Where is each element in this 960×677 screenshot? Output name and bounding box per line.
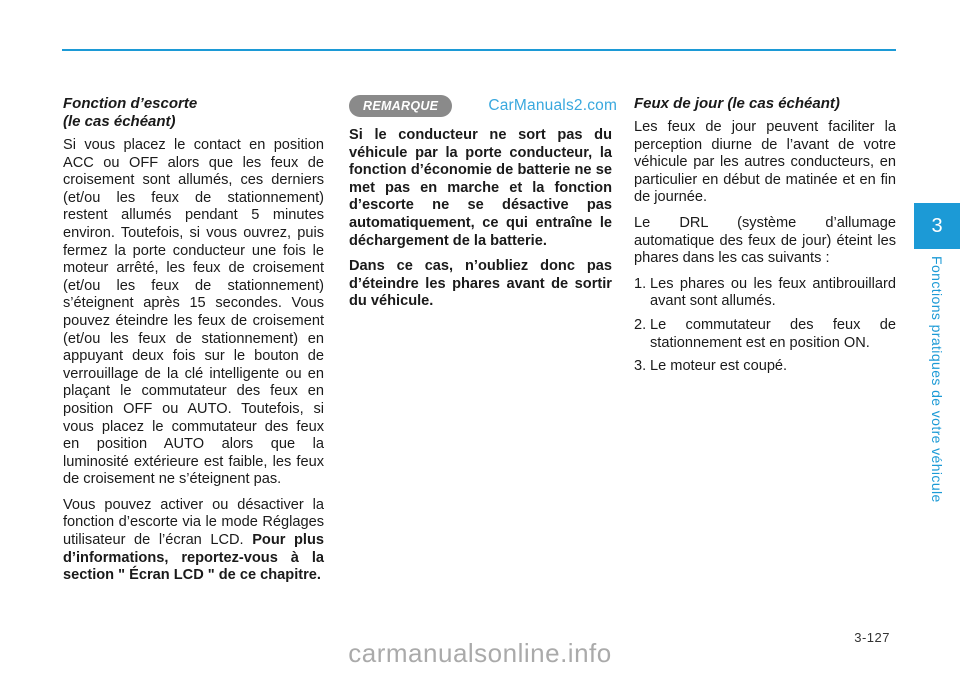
list-item <box>634 317 896 352</box>
list-item-number: 2. <box>634 316 647 333</box>
escort-paragraph-1: Si vous placez le contact en position ACC ou OFF alors que les feux de croisement sont allumés, ces derniers (et/ou les feux de stationnement) restent allumés pendant 5 minutes environ. Toutefois, si vous ouvrez, puis fermez la porte conducteur une fois le moteur arrêté, les feux de croisement (et/ou les feux de stationnement) s’éteignent après 15 secondes. Vous pouvez éteindre les feux de croisement (et/ou les feux de stationnement) en appuyant deux fois sur le bouton de verrouillage de la clé intelligente ou en plaçant le commutateur des feux en position OFF ou AUTO. Toutefois, si vous placez le commutateur des feux en position AUTO alors que la luminosité extérieure est faible, les feux de croisement ne s’éteignent pas. <box>63 137 324 488</box>
drl-conditions-list <box>634 276 896 376</box>
escort-section <box>63 95 324 593</box>
list-item-number: 1. <box>634 275 647 292</box>
page-number: 3-127 <box>854 630 890 645</box>
escort-paragraph-2 <box>63 497 324 585</box>
top-rule <box>62 49 896 51</box>
note-paragraph-2: Dans ce cas, n’oubliez donc pas d’éteindre les phares avant de sortir du véhicule. <box>349 258 612 310</box>
drl-paragraph-2: Le DRL (système d’allumage automatique des feux de jour) éteint les phares dans les cas suivants : <box>634 214 896 267</box>
drl-paragraph-1: Les feux de jour peuvent faciliter la perception diurne de l’avant de votre véhicule par les autres conducteurs, en particulier en début de matinée et en fin de journée. <box>634 119 896 206</box>
carmanuals-watermark: CarManuals2.com <box>488 97 618 115</box>
escort-paragraph-2-reference: Pour plus d’informations, reportez-vous à la section " Écran LCD " de ce chapitre. <box>63 532 324 584</box>
escort-heading-line1: Fonction d’escorte <box>63 95 198 112</box>
list-item <box>634 276 896 311</box>
escort-paragraph-2-text: Vous pouvez activer ou désactiver la fonction d’escorte via le mode Réglages utilisateur de l’écran LCD. <box>63 496 324 549</box>
list-item-text: Le commutateur des feux de stationnement est en position ON. <box>650 316 896 351</box>
list-item-text: Le moteur est coupé. <box>650 358 788 375</box>
escort-heading-line2: (le cas échéant) <box>63 113 176 130</box>
escort-heading <box>63 95 324 131</box>
list-item <box>634 358 896 376</box>
note-header <box>349 95 618 117</box>
remarque-badge: REMARQUE <box>349 95 452 117</box>
chapter-title: Fonctions pratiques de votre véhicule <box>929 256 945 503</box>
drl-heading: Feux de jour (le cas échéant) <box>634 95 840 112</box>
note-section <box>349 95 618 319</box>
chapter-tab[interactable]: 3 <box>914 203 960 249</box>
footer-watermark: carmanualsonline.info <box>348 638 612 668</box>
list-item-text: Les phares ou les feux antibrouillard avant sont allumés. <box>650 275 896 310</box>
drl-section <box>634 95 896 382</box>
list-item-number: 3. <box>634 358 647 375</box>
note-paragraph-1: Si le conducteur ne sort pas du véhicule par la porte conducteur, la fonction d’économie de batterie ne se met pas en marche et la fonction d’escorte ne se désactive pas automatiquement, ce qui entraîne le déchargement de la batterie. <box>349 127 612 249</box>
